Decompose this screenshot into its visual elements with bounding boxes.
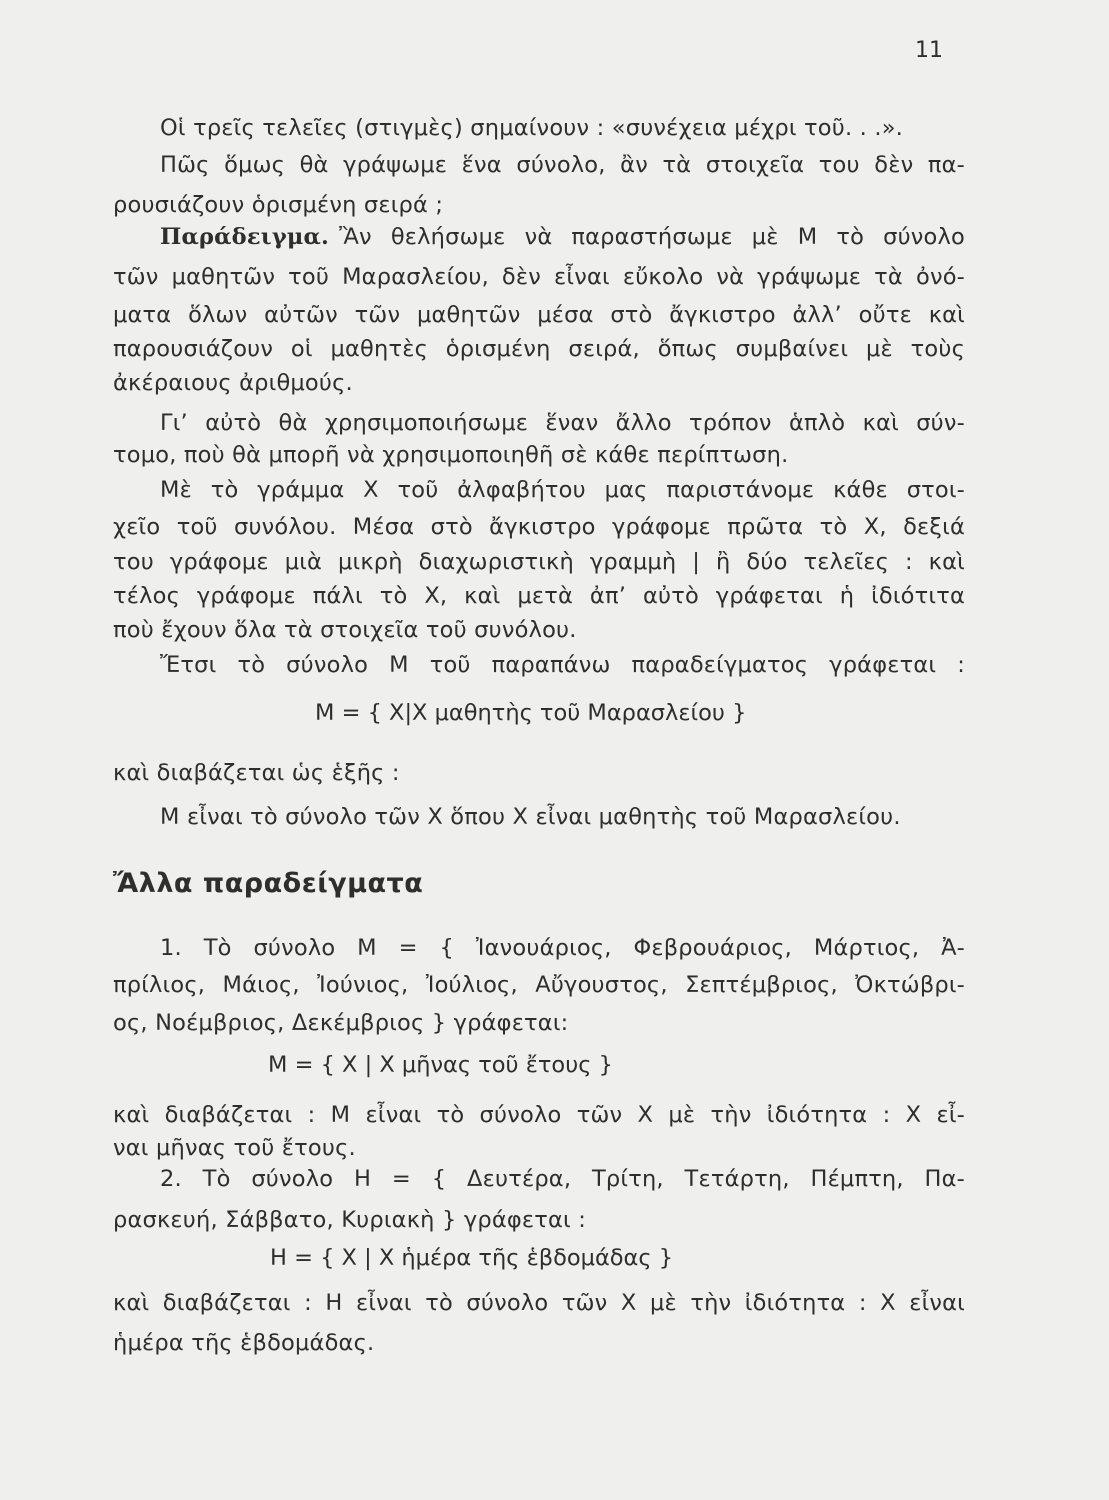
text-line: Ἂν θελήσωμε νὰ παραστήσωμε μὲ Μ τὸ σύνολο [339, 224, 965, 250]
text-line: ναι μῆνας τοῦ ἔτους. [113, 1135, 356, 1161]
set-formula: Μ = { Χ | Χ μῆνας τοῦ ἔτους } [268, 1052, 613, 1078]
text-line: 2. Τὸ σύνολο Η = { Δευτέρα, Τρίτη, Τετάρτη, Πέμπτη, Πα- [160, 1166, 965, 1192]
text-line: ματα ὅλων αὐτῶν τῶν μαθητῶν μέσα στὸ ἄγκιστρο ἀλλ’ οὔτε καὶ [113, 302, 965, 328]
text-line: Γι’ αὐτὸ θὰ χρησιμοποιήσωμε ἕναν ἄλλο τρόπον ἁπλὸ καὶ σύν- [160, 410, 965, 436]
text-line: καὶ διαβάζεται : Η εἶναι τὸ σύνολο τῶν Χ μὲ τὴν ἰδιότητα : Χ εἶναι [113, 1290, 965, 1316]
text-line: χεῖο τοῦ συνόλου. Μέσα στὸ ἄγκιστρο γράφομε πρῶτα τὸ Χ, δεξιά [113, 514, 965, 540]
example-line [160, 222, 965, 252]
text-line: καὶ διαβάζεται ὡς ἑξῆς : [113, 760, 400, 786]
text-line: ρασκευή, Σάββατο, Κυριακὴ } γράφεται : [113, 1207, 586, 1233]
text-line: ος, Νοέμβριος, Δεκέμβριος } γράφεται: [113, 1010, 569, 1036]
text-line: πρίλιος, Μάιος, Ἰούνιος, Ἰούλιος, Αὔγουστος, Σεπτέμβριος, Ὀκτώβρι- [113, 972, 965, 998]
page-number: 11 [915, 38, 943, 63]
text-line: τέλος γράφομε πάλι τὸ Χ, καὶ μετὰ ἀπ’ αὐτὸ γράφεται ἡ ἰδιότιτα [113, 583, 965, 609]
text-line: Μὲ τὸ γράμμα Χ τοῦ ἀλφαβήτου μας παριστάνομε κάθε στοι- [160, 477, 965, 503]
text-line: τῶν μαθητῶν τοῦ Μαρασλείου, δὲν εἶναι εὔκολο νὰ γράψωμε τὰ ὀνό- [113, 264, 965, 290]
text-line: του γράφομε μιὰ μικρὴ διαχωριστικὴ γραμμὴ | ἢ δύο τελεῖες : καὶ [113, 549, 965, 575]
text-line: ρουσιάζουν ὁρισμένη σειρά ; [113, 192, 444, 218]
text-line: Οἱ τρεῖς τελεῖες (στιγμὲς) σημαίνουν : «συνέχεια μέχρι τοῦ. . .». [160, 115, 904, 141]
text-line: Μ εἶναι τὸ σύνολο τῶν Χ ὅπου Χ εἶναι μαθητὴς τοῦ Μαρασλείου. [160, 804, 901, 830]
text-line: τομο, ποὺ θὰ μπορῆ νὰ χρησιμοποιηθῆ σὲ κάθε περίπτωση. [113, 442, 789, 468]
set-formula: Μ = { Χ|Χ μαθητὴς τοῦ Μαρασλείου } [315, 700, 747, 726]
example-label: Παράδειγμα. [160, 224, 330, 250]
text-line: Ἔτσι τὸ σύνολο Μ τοῦ παραπάνω παραδείγματος γράφεται : [160, 652, 965, 678]
text-line: ποὺ ἔχουν ὅλα τὰ στοιχεῖα τοῦ συνόλου. [113, 617, 577, 643]
text-line: ἡμέρα τῆς ἑβδομάδας. [113, 1330, 375, 1356]
text-line: παρουσιάζουν οἱ μαθητὲς ὁρισμένη σειρά, ὅπως συμβαίνει μὲ τοὺς [113, 336, 965, 362]
text-line: 1. Τὸ σύνολο Μ = { Ἰανουάριος, Φεβρουάριος, Μάρτιος, Ἀ- [160, 935, 965, 961]
text-line: ἀκέραιους ἀριθμούς. [113, 370, 353, 396]
text-line: Πῶς ὅμως θὰ γράψωμε ἕνα σύνολο, ἂν τὰ στοιχεῖα του δὲν πα- [160, 152, 965, 178]
set-formula: Η = { Χ | Χ ἡμέρα τῆς ἑβδομάδας } [270, 1245, 674, 1271]
text-line: καὶ διαβάζεται : Μ εἶναι τὸ σύνολο τῶν Χ μὲ τὴν ἰδιότητα : Χ εἶ- [113, 1102, 965, 1128]
section-heading: Ἄλλα παραδείγματα [113, 868, 424, 899]
